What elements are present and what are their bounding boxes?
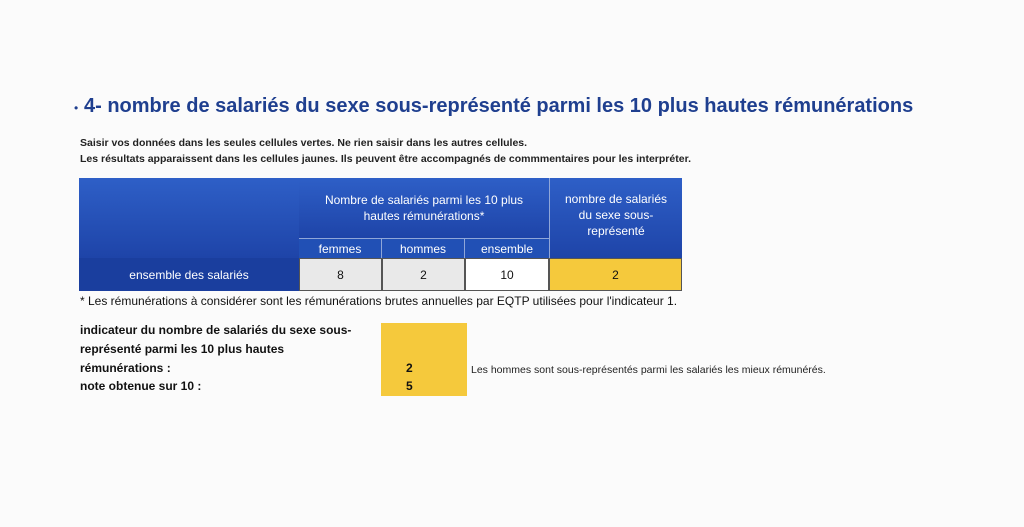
indicator-label-line-3: rémunérations : [80, 361, 171, 375]
table-group-header [299, 178, 549, 238]
table-header-blank [79, 178, 299, 258]
footnote: * Les rémunérations à considérer sont les rémunérations brutes annuelles par EQTP utilisées pour l'indicateur 1. [80, 294, 678, 308]
cell-hommes[interactable]: 2 [382, 258, 465, 291]
right-header-line-1: nombre de salariés [564, 192, 668, 206]
group-header-line-2: hautes rémunérations* [363, 209, 485, 223]
group-header-line-1: Nombre de salariés parmi les 10 plus [324, 193, 524, 207]
cell-sous-represente: 2 [549, 258, 682, 291]
right-header-line-3: représenté [587, 224, 645, 238]
bullet-dot: • [74, 101, 79, 115]
indicator-result-box [381, 323, 467, 396]
column-header-hommes: hommes [382, 238, 465, 258]
section-title: 4- nombre de salariés du sexe sous-représenté parmi les 10 plus hautes rémunérations [84, 95, 914, 117]
indicator-label-line-2: représenté parmi les 10 plus hautes [80, 342, 285, 356]
column-header-femmes: femmes [299, 238, 382, 258]
column-header-sous-represente [549, 178, 682, 258]
indicator-value: 2 [406, 361, 413, 375]
column-header-ensemble: ensemble [465, 238, 549, 258]
instruction-line-1: Saisir vos données dans les seules cellules vertes. Ne rien saisir dans les autres cellules. [80, 137, 528, 149]
cell-femmes[interactable]: 8 [299, 258, 382, 291]
instruction-line-2: Les résultats apparaissent dans les cellules jaunes. Ils peuvent être accompagnés de commmentaires pour les interpréter. [80, 153, 691, 165]
note-value: 5 [406, 379, 413, 393]
right-header-line-2: du sexe sous- [578, 208, 654, 222]
row-label-ensemble-des-salaries: ensemble des salariés [79, 258, 299, 291]
indicator-comment: Les hommes sont sous-représentés parmi les salariés les mieux rémunérés. [471, 364, 826, 376]
cell-ensemble: 10 [465, 258, 549, 291]
note-label: note obtenue sur 10 : [80, 379, 202, 393]
salaries-table [79, 178, 682, 291]
indicator-label-line-1: indicateur du nombre de salariés du sexe sous- [80, 323, 352, 337]
